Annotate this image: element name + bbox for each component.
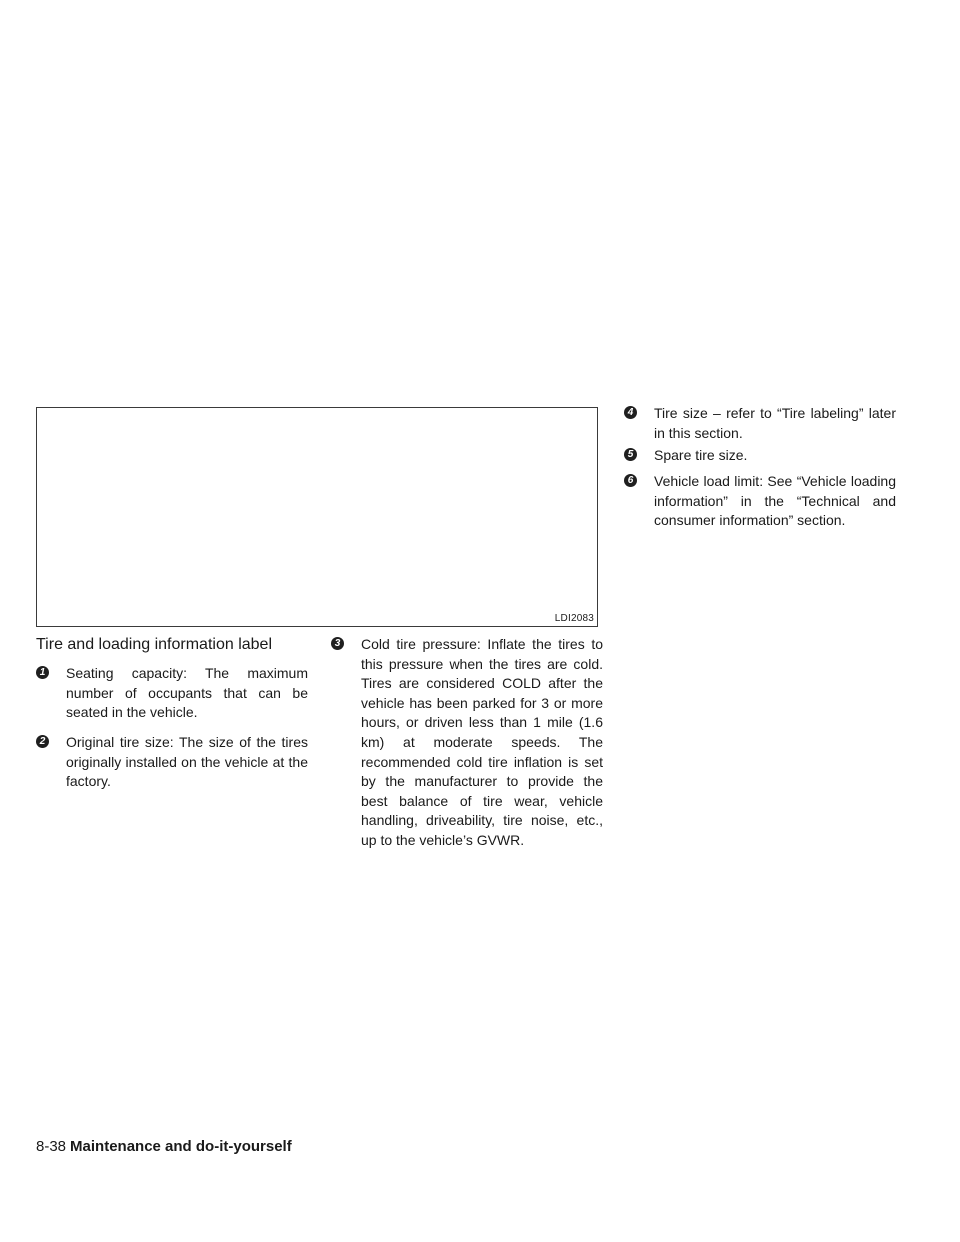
circled-number-icon: 2 (36, 735, 49, 748)
list-item-text: Spare tire size. (654, 447, 748, 463)
list-item-text: Original tire size: The size of the tires originally installed on the vehicle at the factory. (66, 734, 308, 790)
page-number: 8-38 (36, 1138, 67, 1155)
list-item-6 (624, 472, 896, 531)
list-item-4 (624, 404, 896, 443)
page-footer (36, 1138, 292, 1155)
section-title: Maintenance and do-it-yourself (70, 1138, 292, 1155)
list-item-text: Tire size – refer to “Tire labeling” later in this section. (654, 405, 896, 441)
figure-caption: Tire and loading information label (36, 636, 272, 653)
list-item-text: Vehicle load limit: See “Vehicle loading information” in the “Technical and consumer information” section. (654, 473, 896, 529)
circled-number-icon: 4 (624, 406, 637, 419)
list-item-5 (624, 446, 896, 466)
list-item-text: Cold tire pressure: Inflate the tires to this pressure when the tires are cold. Tires are considered COLD after the vehicle has been parked for 3 or more hours, or driven less than 1 mile (1.6 km) at moderate speeds. The recommended cold tire inflation is set by the manufacturer to provide the best balance of tire wear, vehicle handling, driveability, tire noise, etc., up to the vehicle’s GVWR. (361, 636, 603, 848)
circled-number-icon: 5 (624, 448, 637, 461)
circled-number-icon: 3 (331, 637, 344, 650)
circled-number-icon: 6 (624, 474, 637, 487)
list-item-1 (36, 664, 308, 723)
list-item-3 (331, 635, 603, 851)
circled-number-icon: 1 (36, 666, 49, 679)
list-item-text: Seating capacity: The maximum number of occupants that can be seated in the vehicle. (66, 665, 308, 721)
list-item-2 (36, 733, 308, 792)
figure-code: LDI2083 (554, 613, 594, 624)
tire-label-illustration (36, 407, 598, 627)
